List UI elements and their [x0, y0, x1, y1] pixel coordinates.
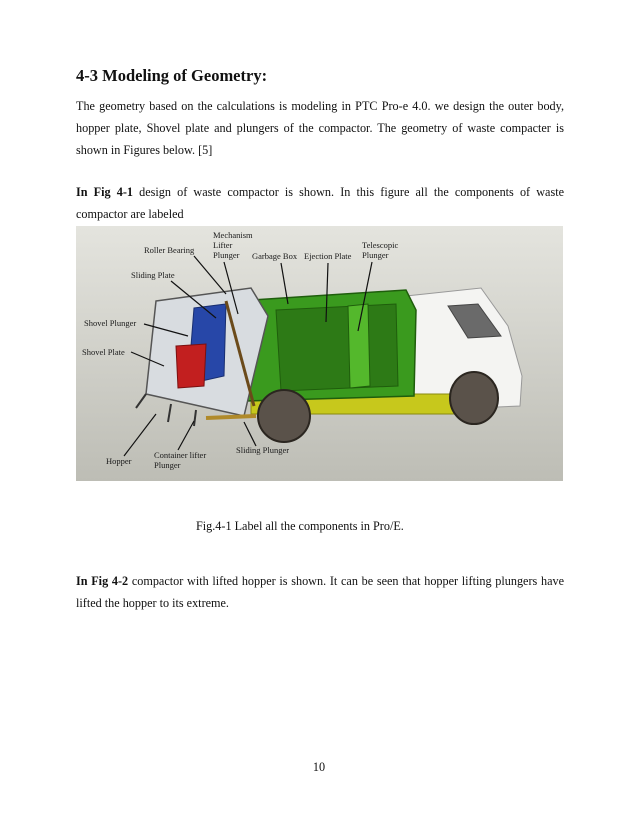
shovel-plunger	[176, 344, 206, 388]
label-sliding-plunger: Sliding Plunger	[236, 445, 290, 455]
label-telescopic-plunger: Plunger	[362, 250, 389, 260]
label-lifter: Lifter	[213, 240, 233, 250]
label-hopper: Hopper	[106, 456, 132, 466]
label-container-lifter: Container lifter	[154, 450, 207, 460]
label-plunger-top: Plunger	[213, 250, 240, 260]
label-mechanism: Mechanism	[213, 230, 253, 240]
page-number: 10	[312, 760, 326, 774]
fig-4-2-intro-paragraph	[76, 570, 564, 614]
fig-4-1-intro-paragraph	[76, 181, 564, 225]
label-telescopic: Telescopic	[362, 240, 399, 250]
front-wheel	[450, 372, 498, 424]
garbage-box-inner	[276, 304, 398, 391]
figure-caption: Fig.4-1 Label all the components in Pro/E.	[196, 519, 404, 533]
label-roller-bearing: Roller Bearing	[144, 245, 195, 255]
label-sliding-plate: Sliding Plate	[131, 270, 175, 280]
sliding-plunger	[206, 416, 256, 418]
label-garbage-box: Garbage Box	[252, 251, 298, 261]
paragraph-text: design of waste compactor is shown. In this figure all the components of waste compactor are labeled	[76, 185, 564, 221]
paragraph-text: compactor with lifted hopper is shown. It can be seen that hopper lifting plungers have lifted the hopper to its extreme.	[76, 574, 564, 610]
fig-reference: In Fig 4-2	[76, 574, 129, 588]
label-shovel-plunger: Shovel Plunger	[84, 318, 137, 328]
compactor-figure	[76, 226, 563, 481]
rear-wheel	[258, 390, 310, 442]
ejection-plate	[348, 304, 370, 388]
label-ejection-plate: Ejection Plate	[304, 251, 352, 261]
label-shovel-plate: Shovel Plate	[82, 347, 125, 357]
intro-paragraph: The geometry based on the calculations is modeling in PTC Pro-e 4.0. we design the outer body, hopper plate, Shovel plate and plungers of the compactor. The geometry of waste compacter is shown in Figures below. [5]	[76, 99, 564, 157]
label-container-lifter-plunger: Plunger	[154, 460, 181, 470]
fig-reference: In Fig 4-1	[76, 185, 133, 199]
section-heading: 4-3 Modeling of Geometry:	[76, 66, 268, 85]
